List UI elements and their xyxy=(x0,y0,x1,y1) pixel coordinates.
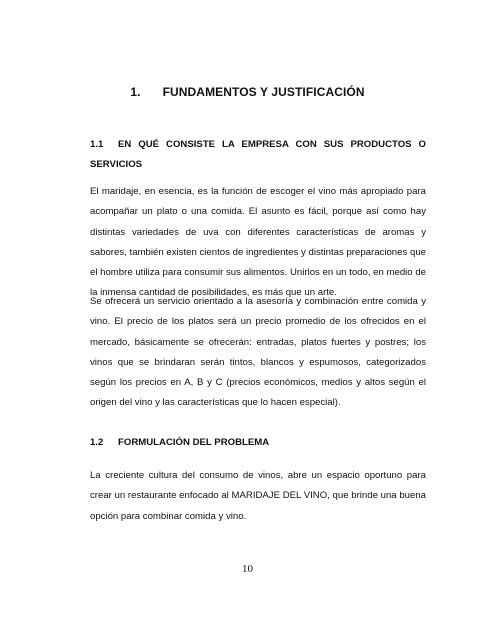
section-1-1-paragraph-1 xyxy=(90,182,426,304)
section-heading-text: EN QUÉ CONSISTE LA EMPRESA CON SUS PRODUCTOS O SERVICIOS xyxy=(90,139,426,170)
paragraph-text: Se ofrecerá un servicio orientado a la asesoría y combinación entre comida y vino. El precio de los platos será un precio promedio de los ofrecidos en el mercado, básicamente se ofrecerán: entradas, platos fuertes y postres; los vinos que se brindaran serán tintos, blancos y espumosos, categorizados según los precios en A, B y C (precios económicos, medios y altos según el origen del vino y las características que lo hacen especial). xyxy=(90,296,426,409)
section-1-2-paragraph-1 xyxy=(90,466,426,527)
chapter-title xyxy=(0,85,495,99)
section-heading-1-2 xyxy=(90,433,426,453)
page-number: 10 xyxy=(242,563,253,575)
chapter-title-text: FUNDAMENTOS Y JUSTIFICACIÓN xyxy=(162,85,365,99)
section-number: 1.2 xyxy=(90,437,104,448)
chapter-number: 1. xyxy=(130,85,141,99)
section-heading-text: FORMULACIÓN DEL PROBLEMA xyxy=(118,437,270,448)
paragraph-text: El maridaje, en esencia, es la función de escoger el vino más apropiado para acompañar un plato o una comida. El asunto es fácil, porque así como hay distintas variedades de uva con diferentes características de aromas y sabores, también existen cientos de ingredientes y distintas preparaciones que el hombre utiliza para consumir sus alimentos. Unirlos en un todo, en medio de la inmensa cantidad de posibilidades, es más que un arte. xyxy=(90,186,426,299)
paragraph-text: La creciente cultura del consumo de vinos, abre un espacio oportuno para crear un restaurante enfocado al MARIDAJE DEL VINO, que brinde una buena opción para combinar comida y vino. xyxy=(90,470,426,522)
section-1-1-paragraph-2 xyxy=(90,292,426,414)
section-heading-1-1 xyxy=(90,135,426,175)
section-number: 1.1 xyxy=(90,139,104,150)
